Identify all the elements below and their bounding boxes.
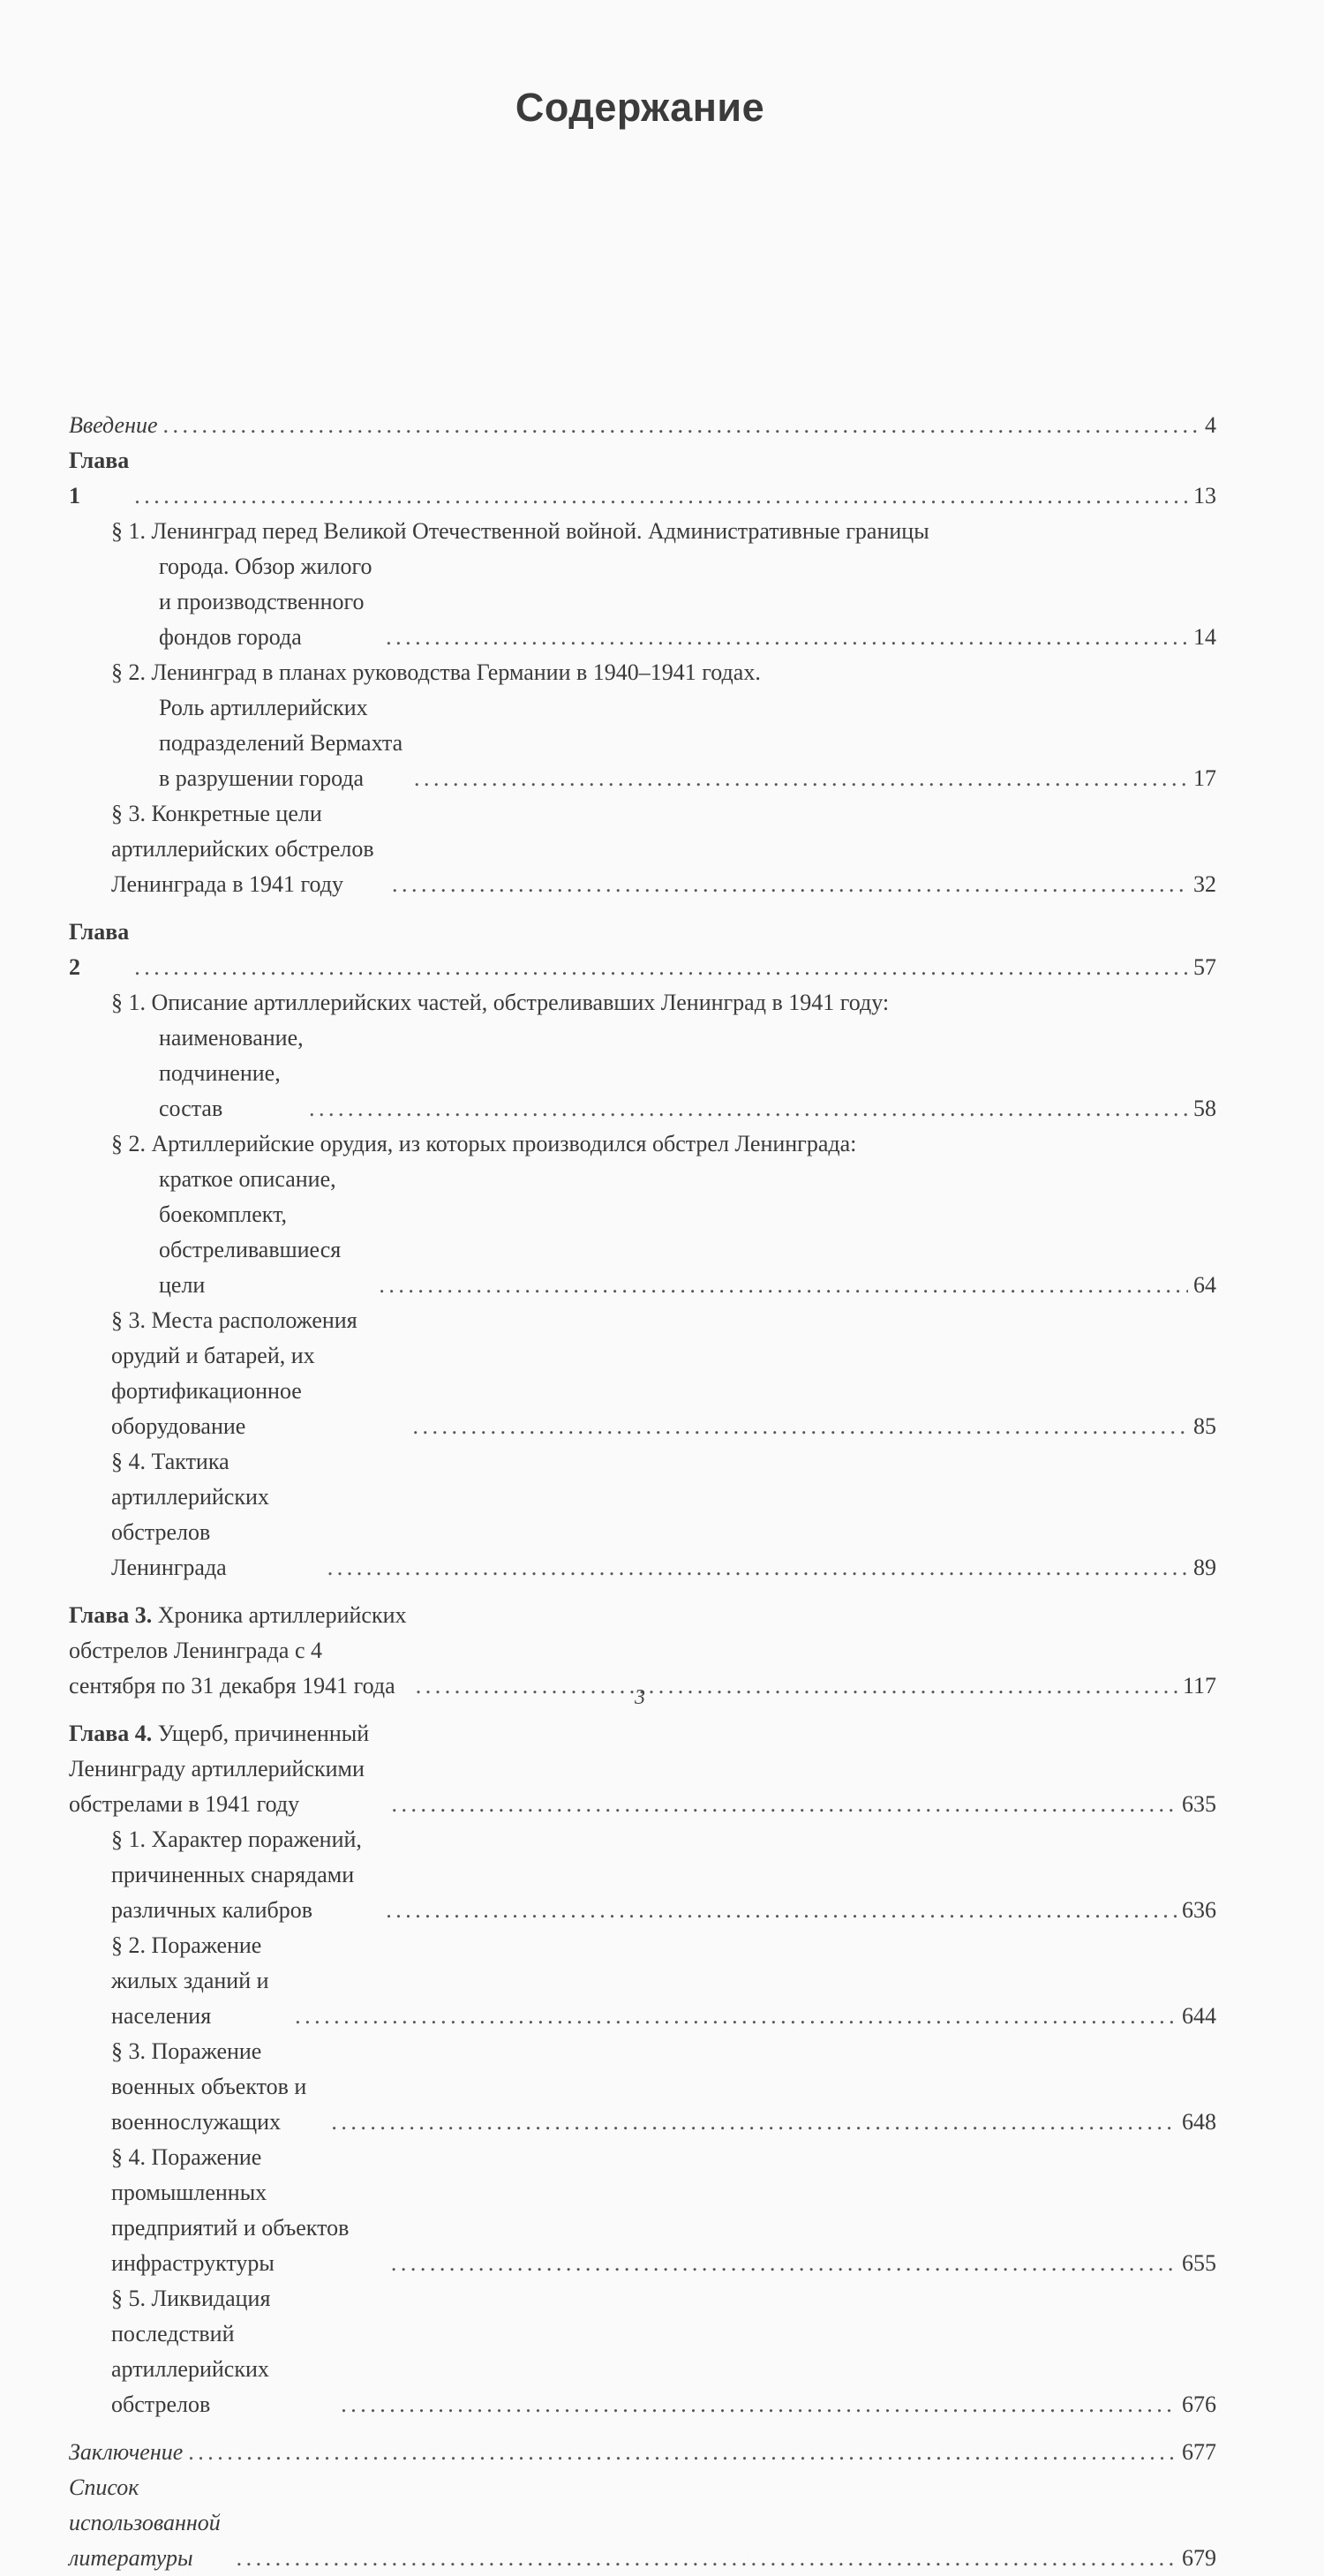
chapter-label: Глава 4. <box>69 1721 153 1746</box>
toc-entry-intro[interactable] <box>69 408 1216 443</box>
toc-entry-label: Глава 2 <box>69 919 130 980</box>
toc-entry-line: § 2. Ленинград в планах руководства Германии в 1940–1941 годах. <box>111 659 761 685</box>
toc-page-number: 677 <box>1182 2439 1216 2465</box>
toc-entry-label: Ущерб, причиненный Ленинграду артиллерийскими обстрелами в 1941 году <box>69 1721 370 1817</box>
toc-page-number: 13 <box>1193 483 1216 508</box>
toc-entry-label: § 3. Поражение военных объектов и военнослужащих <box>111 2038 307 2135</box>
toc-page-number: 14 <box>1193 624 1216 650</box>
toc-entry-ch4-sec2[interactable] <box>69 1928 1216 2034</box>
toc-entry-ch1-sec1[interactable] <box>69 514 1216 655</box>
toc-entry-label: Глава 1 <box>69 448 130 508</box>
dot-leader <box>188 2435 1177 2470</box>
dot-leader <box>331 2105 1177 2140</box>
dot-leader <box>134 950 1188 985</box>
toc-entry-ch1-sec2[interactable] <box>69 655 1216 796</box>
toc-page-number: 64 <box>1193 1272 1216 1298</box>
toc-page-number: 58 <box>1193 1096 1216 1121</box>
toc-entry-label: Введение <box>69 412 158 438</box>
toc-entry-line: Роль артиллерийских подразделений Вермахта в разрушении города <box>159 695 403 791</box>
dot-leader <box>379 1268 1188 1303</box>
page-number: 3 <box>635 1686 645 1709</box>
toc-entry-ch2-sec4[interactable] <box>69 1444 1216 1586</box>
toc-entry-label: Заключение <box>69 2439 184 2465</box>
toc-entry-ch4-sec4[interactable] <box>69 2140 1216 2281</box>
toc-entry-ch2-sec1[interactable] <box>69 985 1216 1126</box>
dot-leader <box>163 408 1200 443</box>
toc-entry-ch2-sec3[interactable] <box>69 1303 1216 1444</box>
toc-entry-chapter-1[interactable] <box>69 443 1216 514</box>
toc-entry-bibliography[interactable] <box>69 2470 1216 2576</box>
table-of-contents <box>69 408 1216 2576</box>
toc-entry-label: Хроника артиллерийских обстрелов Ленинграда с 4 сентября по 31 декабря 1941 года <box>69 1602 407 1699</box>
toc-entry-label: Список использованной литературы <box>69 2474 221 2571</box>
toc-entry-label: § 1. Характер поражений, причиненных снарядами различных калибров <box>111 1827 362 1923</box>
dot-leader <box>392 1787 1177 1822</box>
dot-leader <box>309 1091 1188 1126</box>
toc-entry-ch2-sec2[interactable] <box>69 1126 1216 1303</box>
toc-page-number: 679 <box>1182 2545 1216 2571</box>
toc-page-number: 636 <box>1182 1897 1216 1923</box>
toc-page-number: 89 <box>1193 1555 1216 1580</box>
dot-leader <box>392 867 1188 902</box>
toc-page-number: 85 <box>1193 1413 1216 1439</box>
toc-page-number: 676 <box>1182 2391 1216 2417</box>
toc-entry-label: § 2. Поражение жилых зданий и населения <box>111 1932 269 2029</box>
dot-leader <box>414 761 1188 796</box>
toc-entry-label: § 3. Места расположения орудий и батарей, их фортификационное оборудование <box>111 1307 357 1439</box>
toc-entry-chapter-2[interactable] <box>69 915 1216 985</box>
toc-entry-label: § 5. Ликвидация последствий артиллерийских обстрелов <box>111 2286 271 2417</box>
dot-leader <box>327 1550 1188 1586</box>
dot-leader <box>413 1409 1188 1444</box>
dot-leader <box>237 2541 1177 2576</box>
toc-entry-line: краткое описание, боекомплект, обстреливавшиеся цели <box>159 1166 342 1298</box>
toc-page-number: 4 <box>1205 412 1216 438</box>
toc-entry-label: § 3. Конкретные цели артиллерийских обстрелов Ленинграда в 1941 году <box>111 801 374 897</box>
toc-page-number: 57 <box>1193 954 1216 980</box>
dot-leader <box>391 2246 1177 2281</box>
toc-page-number: 117 <box>1182 1673 1216 1699</box>
toc-entry-line: § 1. Описание артиллерийских частей, обстреливавших Ленинград в 1941 году: <box>111 990 890 1015</box>
toc-page-number: 17 <box>1193 765 1216 791</box>
toc-page-number: 644 <box>1182 2003 1216 2029</box>
dot-leader <box>295 1999 1177 2034</box>
toc-entry-label: § 4. Тактика артиллерийских обстрелов Ленинграда <box>111 1449 269 1580</box>
toc-entry-ch4-sec1[interactable] <box>69 1822 1216 1928</box>
dot-leader <box>386 620 1188 655</box>
dot-leader <box>386 1893 1177 1928</box>
toc-entry-ch1-sec3[interactable] <box>69 796 1216 902</box>
toc-entry-line: § 1. Ленинград перед Великой Отечественной войной. Административные границы <box>111 518 929 544</box>
toc-page-number: 648 <box>1182 2109 1216 2135</box>
dot-leader <box>134 478 1188 514</box>
toc-entry-line: города. Обзор жилого и производственного фондов города <box>159 554 372 650</box>
toc-entry-conclusion[interactable] <box>69 2435 1216 2470</box>
dot-leader <box>341 2387 1177 2422</box>
toc-entry-ch4-sec5[interactable] <box>69 2281 1216 2422</box>
toc-page-number: 32 <box>1193 871 1216 897</box>
chapter-label: Глава 3. <box>69 1602 153 1628</box>
toc-entry-line: § 2. Артиллерийские орудия, из которых производился обстрел Ленинграда: <box>111 1131 857 1156</box>
toc-entry-label: § 4. Поражение промышленных предприятий и объектов инфраструктуры <box>111 2144 350 2276</box>
toc-entry-line: наименование, подчинение, состав <box>159 1025 304 1121</box>
toc-page-number: 635 <box>1182 1791 1216 1817</box>
toc-page-number: 655 <box>1182 2250 1216 2276</box>
toc-entry-ch4-sec3[interactable] <box>69 2034 1216 2140</box>
page-title: Содержание <box>515 85 765 130</box>
toc-entry-chapter-4[interactable] <box>69 1716 1216 1822</box>
